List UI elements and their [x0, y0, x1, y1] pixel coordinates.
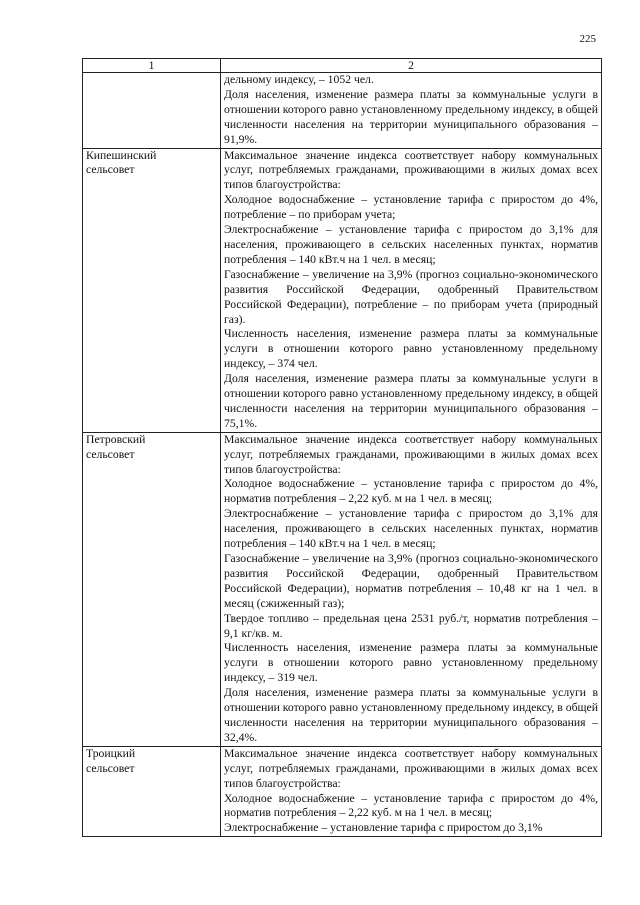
- table-row: [83, 432, 602, 746]
- description-paragraph: Газоснабжение – увеличение на 3,9% (прогноз социально-экономического развития Российской Федерации, одобренный Правительством Российской Федерации), потребление – по приборам учета (природный газ).: [224, 267, 598, 326]
- description-paragraph: Максимальное значение индекса соответствует набору коммунальных услуг, потребляемых гражданами, проживающими в жилых домах всех типов благоустройства:: [224, 746, 598, 790]
- municipality-name-line: Троицкий: [86, 746, 136, 760]
- description-paragraph: Доля населения, изменение размера платы за коммунальные услуги в отношении которого равно установленному предельному индексу, в общей численности населения на территории муниципального образования – 91,9%.: [224, 87, 598, 146]
- table-row: [83, 73, 602, 149]
- description-paragraph: Максимальное значение индекса соответствует набору коммунальных услуг, потребляемых гражданами, проживающими в жилых домах всех типов благоустройства:: [224, 432, 598, 476]
- municipality-name-line: сельсовет: [86, 761, 135, 775]
- description-cell: [221, 746, 602, 836]
- document-table: [82, 58, 602, 837]
- description-paragraph: Холодное водоснабжение – установление тарифа с приростом до 4%, норматив потребления – 2,22 куб. м на 1 чел. в месяц;: [224, 477, 598, 506]
- description-paragraph: Численность населения, изменение размера платы за коммунальные услуги в отношении которого равно установленному предельному индексу, – 319 чел.: [224, 641, 598, 685]
- page-number: 225: [579, 33, 596, 45]
- description-paragraph: Холодное водоснабжение – установление тарифа с приростом до 4%, потребление – по приборам учета;: [224, 193, 598, 222]
- table-row: [83, 746, 602, 836]
- header-col-2: 2: [221, 59, 602, 73]
- description-cell: [221, 432, 602, 746]
- description-paragraph: Максимальное значение индекса соответствует набору коммунальных услуг, потребляемых гражданами, проживающими в жилых домах всех типов благоустройства:: [224, 148, 598, 192]
- description-paragraph: Доля населения, изменение размера платы за коммунальные услуги в отношении которого равно установленному предельному индексу, в общей численности населения на территории муниципального образования – 32,4%.: [224, 686, 598, 744]
- description-paragraph: Электроснабжение – установление тарифа с приростом до 3,1%: [224, 821, 543, 835]
- municipality-name-cell: [83, 73, 221, 149]
- description-paragraph: Электроснабжение – установление тарифа с приростом до 3,1% для населения, проживающего в сельских населенных пунктах, норматив потребления – 140 кВт.ч на 1 чел. в месяц;: [224, 223, 598, 266]
- description-paragraph: Доля населения, изменение размера платы за коммунальные услуги в отношении которого равно установленному предельному индексу, в общей численности населения на территории муниципального образования – 75,1%.: [224, 372, 598, 430]
- municipality-name-cell: [83, 148, 221, 432]
- description-paragraph: Газоснабжение – увеличение на 3,9% (прогноз социально-экономического развития Российской Федерации, одобренный Правительством Российской Федерации), норматив потребления – 10,48 кг на 1 чел. в месяц (сжиженный газ);: [224, 552, 598, 610]
- description-cell: [221, 148, 602, 432]
- description-paragraph: Численность населения, изменение размера платы за коммунальные услуги в отношении которого равно установленному предельному индексу, – 374 чел.: [224, 327, 598, 371]
- description-paragraph: Электроснабжение – установление тарифа с приростом до 3,1% для населения, проживающего в сельских населенных пунктах, норматив потребления – 140 кВт.ч на 1 чел. в месяц;: [224, 507, 598, 551]
- municipality-name-line: сельсовет: [86, 447, 135, 461]
- description-paragraph: Твердое топливо – предельная цена 2531 руб./т, норматив потребления – 9,1 кг/кв. м.: [224, 611, 598, 640]
- table-row: [83, 148, 602, 432]
- municipality-name-line: Кипешинский: [86, 148, 157, 162]
- municipality-name-line: сельсовет: [86, 163, 135, 177]
- header-col-1: 1: [83, 59, 221, 73]
- municipality-name-line: Петровский: [86, 432, 146, 446]
- table-header-row: [83, 59, 602, 73]
- table-body: [83, 73, 602, 837]
- municipality-name-cell: [83, 432, 221, 746]
- municipality-name-cell: [83, 746, 221, 836]
- description-cell: [221, 73, 602, 149]
- description-paragraph: дельному индексу, – 1052 чел.: [224, 73, 374, 86]
- description-paragraph: Холодное водоснабжение – установление тарифа с приростом до 4%, норматив потребления – 2,22 куб. м на 1 чел. в месяц;: [224, 791, 598, 820]
